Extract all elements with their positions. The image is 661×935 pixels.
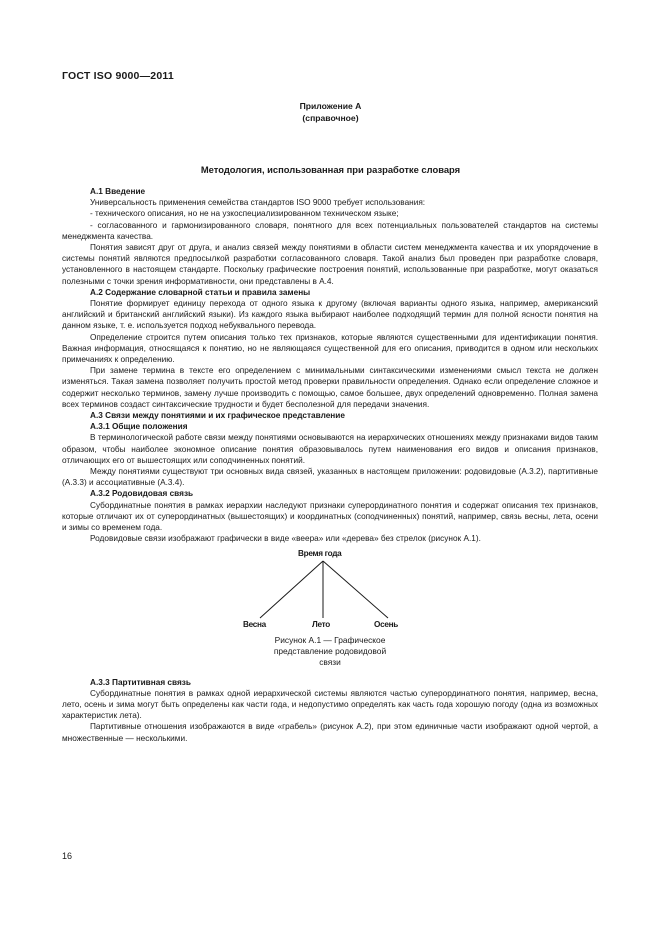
section-heading-a32: А.3.2 Родовидовая связь: [90, 489, 194, 499]
main-title: Методология, использованная при разработке словаря: [200, 164, 461, 175]
paragraph: Между понятиями существуют три основных вида связей, указанных в настоящем приложении: родовидовые (А.3.2), партитивные (А.3.3) и ассоциативные (А.3.4).: [62, 467, 598, 488]
paragraph: Универсальность применения семейства стандартов ISO 9000 требует использования:: [90, 198, 426, 208]
tree-diagram: [62, 547, 598, 637]
list-item: - согласованного и гармонизированного словаря, понятного для всех потенциальных пользователей стандартов на системы менеджмента качества.: [62, 220, 598, 241]
appendix-title: Приложение А: [299, 101, 362, 111]
section-heading-a2: А.2 Содержание словарной статьи и правила замены: [90, 287, 311, 297]
paragraph: Партитивные отношения изображаются в виде «грабель» (рисунок А.2), при этом единичные части изображают одной чертой, а множественные — несколькими.: [62, 722, 598, 743]
tree-child-label: Лето: [312, 619, 330, 629]
figure-a1: [62, 547, 598, 677]
tree-child-label: Осень: [374, 619, 398, 629]
tree-branch-right: [323, 561, 388, 618]
list-item: - технического описания, но не на узкоспециализированном техническом языке;: [90, 209, 399, 219]
paragraph: Понятия зависят друг от друга, и анализ связей между понятиями в области систем менеджмента качества и их упорядочение в системы понятий являются предпосылкой разработки согласованного словаря. Такой анализ был проведен при разработке словаря, установленного в настоящем стандарте. Поскольку графические построения понятий, использованные при разработке, могут оказаться полезными с точки зрения информативности, они представлены в А.4.: [62, 243, 598, 286]
paragraph: Понятие формирует единицу перехода от одного языка к другому (включая варианты одного языка, например, американский английский и британский английский языки). Из каждого языка выбирают наиболее подходящий термин для полной ясности понятия на данном языке, т. е. используется подход небуквального перевода.: [62, 299, 598, 331]
tree-child-label: Весна: [243, 619, 266, 629]
section-heading-a1: А.1 Введение: [90, 187, 146, 196]
appendix-heading: [0, 100, 661, 124]
paragraph: Родовидовые связи изображают графически в виде «веера» или «дерева» без стрелок (рисунок А.1).: [90, 534, 481, 544]
figure-caption: Рисунок А.1 — Графическое представление родовидовой связи: [273, 634, 387, 667]
tree-root-label: Время года: [298, 548, 342, 558]
tree-branch-left: [260, 561, 323, 618]
paragraph: При замене термина в тексте его определением с минимальными синтаксическими изменениями смысл текста не должен изменяться. Такая замена позволяет получить простой метод проверки правильности определения. Однако если определение сложное и содержит несколько терминов, замену лучше производить с помощью, самое большее, двух определений одновременно. Полная замена всех терминов создаст синтаксические трудности и будет бесполезной для передачи значения.: [62, 366, 598, 409]
document-code: ГОСТ ISO 9000—2011: [62, 70, 174, 82]
section-heading-a33: А.3.3 Партитивная связь: [90, 677, 191, 687]
paragraph: Субординатные понятия в рамках одной иерархической системы являются частью суперординатного понятия, например, весна, лето, осень и зима могут быть определены как части года, и недопустимо определять как часть года хорошую погоду (одна из возможных характеристик лета).: [62, 688, 598, 721]
paragraph: Определение строится путем описания только тех признаков, которые являются существенными для идентификации понятия. Важная информация, относящаяся к понятию, но не являющаяся существенной для его описания, приводится в одном или нескольких примечаниях к определению.: [62, 332, 598, 365]
body-text: [62, 186, 598, 744]
paragraph: Субординатные понятия в рамках иерархии наследуют признаки суперординатного понятия и содержат описания тех признаков, которые отличают их от суперординатных (вышестоящих) и координатных (соподчиненных) понятий, например, связь весны, лета, осени и зимы со временем года.: [62, 500, 598, 533]
section-heading-a31: А.3.1 Общие положения: [90, 422, 188, 432]
page-number: 16: [62, 851, 73, 861]
appendix-subtitle: (справочное): [302, 113, 359, 123]
paragraph: В терминологической работе связи между понятиями основываются на иерархических отношениях между признаками видов таким образом, чтобы наиболее экономное описание понятия образовывалось путем наименования его видов и описания признаков, отличающих его от вышестоящих или соподчиненных понятий.: [62, 433, 598, 465]
section-heading-a3: А.3 Связи между понятиями и их графическое представление: [90, 411, 345, 421]
